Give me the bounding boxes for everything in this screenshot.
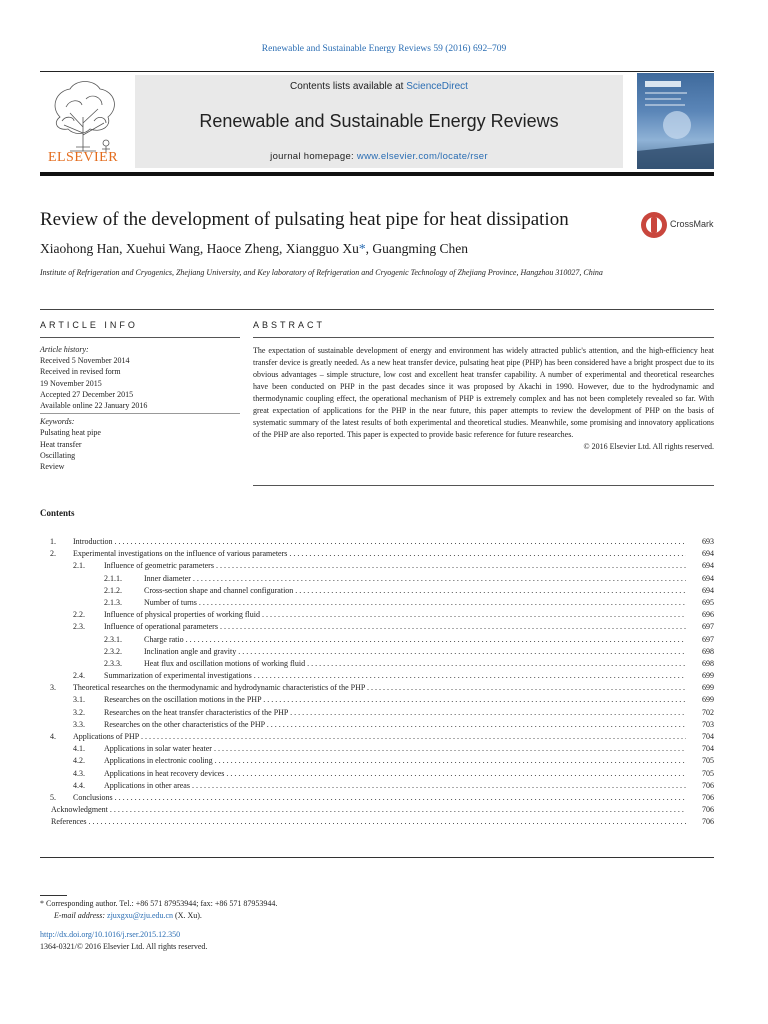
masthead-center-box <box>135 75 623 168</box>
toc-entry-page: 697 <box>688 634 714 646</box>
email-tail: (X. Xu). <box>173 910 202 920</box>
toc-entry[interactable] <box>40 573 714 585</box>
keyword-item: Heat transfer <box>40 439 82 449</box>
toc-entry[interactable] <box>40 707 714 719</box>
toc-entry-page: 703 <box>688 719 714 731</box>
toc-entry-number: 2.3.1. <box>104 634 122 644</box>
toc-entry[interactable] <box>40 658 714 670</box>
journal-homepage-line <box>135 151 623 162</box>
toc-entry[interactable] <box>40 646 714 658</box>
toc-entry[interactable] <box>40 682 714 694</box>
toc-entry-title: Applications in heat recovery devices . . . <box>104 768 686 780</box>
masthead-bottom-rule <box>40 172 714 176</box>
toc-entry-page: 704 <box>688 743 714 755</box>
homepage-prefix: journal homepage: <box>270 151 354 162</box>
toc-entry[interactable] <box>40 731 714 743</box>
crossmark-label: CrossMark <box>670 219 714 229</box>
toc-entry-number: 4.1. <box>73 744 85 754</box>
keywords-divider <box>40 413 240 414</box>
abstract-rule <box>253 337 714 338</box>
toc-entry-page: 696 <box>688 609 714 621</box>
toc-entry-title: Charge ratio . . . <box>144 634 686 646</box>
abstract-bottom-rule <box>253 485 714 486</box>
toc-entry-title: Summarization of experimental investigations . . . <box>104 670 686 682</box>
footnote-line <box>40 898 714 910</box>
toc-entry-title: Influence of operational parameters . . . <box>104 621 686 633</box>
toc-entry-page: 699 <box>688 670 714 682</box>
toc-entry-page: 699 <box>688 682 714 694</box>
toc-entry[interactable] <box>40 609 714 621</box>
contents-prefix: Contents lists available at <box>290 81 404 92</box>
toc-entry-page: 693 <box>688 536 714 548</box>
toc-entry-title: Number of turns . . . <box>144 597 686 609</box>
elsevier-wordmark: ELSEVIER <box>47 150 119 165</box>
email-label: E-mail address: <box>54 910 106 920</box>
issn-line: 1364-0321/© 2016 Elsevier Ltd. All rights reserved. <box>40 941 208 951</box>
crossmark-icon <box>640 211 668 239</box>
toc-entry[interactable] <box>40 536 714 548</box>
abstract-body <box>253 345 714 453</box>
toc-entry-page: 694 <box>688 560 714 572</box>
toc-entry-number: 4.3. <box>73 768 85 778</box>
toc-entry[interactable] <box>40 755 714 767</box>
toc-entry-number: 2. <box>50 549 56 559</box>
toc-entry[interactable] <box>40 804 714 816</box>
author-affiliation: Institute of Refrigeration and Cryogenics, Zhejiang University, and Key laboratory of Refrigeration and Cryogenic Technology of Zhejiang Province, Hangzhou 310027, China <box>40 268 603 277</box>
footnote-rule <box>40 895 67 896</box>
toc-entry-number: 3.1. <box>73 695 85 705</box>
toc-entry-page: 698 <box>688 658 714 670</box>
toc-entry-number: 2.1.1. <box>104 573 122 583</box>
article-info-block <box>40 344 240 472</box>
history-item: Available online 22 January 2016 <box>40 401 148 411</box>
toc-entry-page: 695 <box>688 597 714 609</box>
toc-entry-number: 2.1.3. <box>104 597 122 607</box>
history-label: Article history: <box>40 345 89 354</box>
toc-entry-number: 4.4. <box>73 780 85 790</box>
keywords-label: Keywords: <box>40 417 75 427</box>
toc-entry-page: 704 <box>688 731 714 743</box>
toc-entry[interactable] <box>40 585 714 597</box>
toc-entry[interactable] <box>40 560 714 572</box>
homepage-link[interactable]: www.elsevier.com/locate/rser <box>356 151 488 162</box>
toc-entry-page: 702 <box>688 707 714 719</box>
toc-entry[interactable] <box>40 621 714 633</box>
toc-entry-page: 706 <box>688 792 714 804</box>
toc-entry-number: 2.3.2. <box>104 646 122 656</box>
toc-entry-title: Researches on the heat transfer characteristics of the PHP . . . <box>104 707 686 719</box>
journal-citation[interactable]: Renewable and Sustainable Energy Reviews 59 (2016) 692–709 <box>261 44 507 54</box>
toc-entry-title: Inclination angle and gravity . . . <box>144 646 686 658</box>
history-item: 19 November 2015 <box>40 378 102 388</box>
toc-entry-number: 2.1.2. <box>104 585 122 595</box>
corresponding-author-footnote <box>40 898 714 921</box>
abstract-heading: ABSTRACT <box>253 320 326 330</box>
keyword-item: Pulsating heat pipe <box>40 428 101 438</box>
history-item: Received in revised form <box>40 367 121 377</box>
toc-entry-title: Heat flux and oscillation motions of working fluid . . . <box>144 658 686 670</box>
toc-entry[interactable] <box>40 694 714 706</box>
toc-entry-title: Applications of PHP . . . <box>73 731 686 743</box>
toc-entry-number: 2.1. <box>73 561 85 571</box>
toc-entry-page: 694 <box>688 548 714 560</box>
toc-entry-title: Inner diameter . . . <box>144 573 686 585</box>
article-info-rule <box>40 337 240 338</box>
abstract-copyright: © 2016 Elsevier Ltd. All rights reserved. <box>583 441 714 451</box>
footnote-email-line <box>40 910 714 922</box>
toc-entry-title: Influence of physical properties of working fluid . . . <box>104 609 686 621</box>
footnote-contact: Corresponding author. Tel.: +86 571 87953944; fax: +86 571 87953944. <box>44 899 278 908</box>
toc-entry-number: 4. <box>50 732 56 741</box>
toc-entry-title: Applications in electronic cooling . . . <box>104 755 686 767</box>
toc-entry-title: Theoretical researches on the thermodynamic and hydrodynamic characteristics of the PHP . . . <box>73 682 686 694</box>
section-rule-top <box>40 309 714 310</box>
toc-entry-title: References . . . <box>51 816 686 828</box>
crossmark-badge[interactable] <box>640 211 720 241</box>
history-item: Accepted 27 December 2015 <box>40 389 134 399</box>
contents-available-line <box>135 81 623 92</box>
doi-link[interactable]: http://dx.doi.org/10.1016/j.rser.2015.12.350 <box>40 930 181 939</box>
contents-bottom-rule <box>40 857 714 858</box>
toc-entry-number: 2.3.3. <box>104 658 122 668</box>
toc-entry-title: Conclusions . . . <box>73 792 686 804</box>
toc-entry[interactable] <box>40 548 714 560</box>
contents-heading: Contents <box>40 508 75 518</box>
toc-entry-title: Experimental investigations on the influence of various parameters . . . <box>73 548 686 560</box>
keyword-item: Review <box>40 462 65 472</box>
toc-entry-page: 697 <box>688 621 714 633</box>
authors-tail: , Guangming Chen <box>365 241 468 256</box>
toc-entry[interactable] <box>40 670 714 682</box>
toc-entry-page: 706 <box>688 816 714 828</box>
doi-block <box>40 929 207 952</box>
toc-entry-title: Researches on the oscillation motions in the PHP . . . <box>104 694 686 706</box>
article-info-heading: ARTICLE INFO <box>40 320 138 330</box>
toc-entry-number: 3.2. <box>73 707 85 717</box>
toc-entry-number: 1. <box>50 537 56 546</box>
toc-entry[interactable] <box>40 743 714 755</box>
toc-entry-page: 706 <box>688 780 714 792</box>
toc-entry-page: 694 <box>688 573 714 585</box>
toc-entry-title: Applications in other areas . . . <box>104 780 686 792</box>
abstract-text: The expectation of sustainable development of energy and environment has widely attracted public's attention, and the high-efficiency heat transfer device is greatly needed. As a new heat transfer device, pulsating heat pipe (PHP) has been considered have a bright prospect due to its obvious advantages – simple structure, low cost and excellent heat transfer capability. A number of experimental and theoretical researches have been conducted on PHP in the past decades since it was proposed by Akachi in 1990. However, due to the hydrodynamic and thermodynamic coupling effect, the operational mechanism of PHP is extremely complex and has not been completely revealed so far. With great expectation of applications for the PHP in the near future, this paper attempts to review the development of PHP on the basis of systematic summary of the latest results of both experimental and theoretical studies. Meanwhile, some promising and innovatory applications of the PHP are also reported. This paper is expected to provide basic reference for future researches. <box>253 346 714 439</box>
cover-art <box>637 73 714 169</box>
toc-entry-title: Introduction . . . <box>73 536 686 548</box>
toc-entry-number: 3. <box>50 683 56 693</box>
sciencedirect-link[interactable]: ScienceDirect <box>406 81 468 92</box>
toc-entry[interactable] <box>40 597 714 609</box>
toc-entry-number: 3.3. <box>73 719 85 729</box>
journal-cover-thumbnail[interactable] <box>637 73 714 169</box>
toc-entry-page: 705 <box>688 755 714 767</box>
journal-name: Renewable and Sustainable Energy Reviews <box>199 111 559 131</box>
paper-title: Review of the development of pulsating heat pipe for heat dissipation <box>40 209 569 230</box>
toc-entry-title: Researches on the other characteristics of the PHP . . . <box>104 719 686 731</box>
toc-entry[interactable] <box>40 816 714 828</box>
toc-entry-page: 706 <box>688 804 714 816</box>
toc-entry-page: 698 <box>688 646 714 658</box>
toc-entry-number: 2.2. <box>73 610 85 620</box>
journal-masthead <box>40 71 714 171</box>
toc-entry-number: 4.2. <box>73 756 85 766</box>
toc-entry[interactable] <box>40 768 714 780</box>
toc-entry-page: 699 <box>688 694 714 706</box>
history-item: Received 5 November 2014 <box>40 356 130 366</box>
toc-entry-number: 2.4. <box>73 671 85 681</box>
table-of-contents <box>40 536 714 829</box>
toc-entry[interactable] <box>40 780 714 792</box>
toc-entry-title: Cross-section shape and channel configuration . . . <box>144 585 686 597</box>
email-link[interactable]: zjuxgxu@zju.edu.cn <box>107 910 174 920</box>
toc-entry-number: 2.3. <box>73 622 85 632</box>
toc-entry[interactable] <box>40 719 714 731</box>
toc-entry-page: 694 <box>688 585 714 597</box>
keyword-item: Oscillating <box>40 450 76 460</box>
toc-entry-title: Applications in solar water heater . . . <box>104 743 686 755</box>
footnote-star: * <box>40 899 44 908</box>
masthead-top-rule <box>40 71 714 72</box>
toc-entry[interactable] <box>40 634 714 646</box>
toc-entry-title: Influence of geometric parameters . . . <box>104 560 686 572</box>
toc-entry-number: 5. <box>50 792 56 802</box>
toc-entry[interactable] <box>40 792 714 804</box>
corresponding-author-marker[interactable]: * <box>358 241 366 256</box>
author-list <box>40 241 468 257</box>
toc-entry-page: 705 <box>688 768 714 780</box>
authors-main: Xiaohong Han, Xuehui Wang, Haoce Zheng, Xiangguo Xu <box>40 241 359 256</box>
toc-entry-title: Acknowledgment . . . <box>51 804 686 816</box>
